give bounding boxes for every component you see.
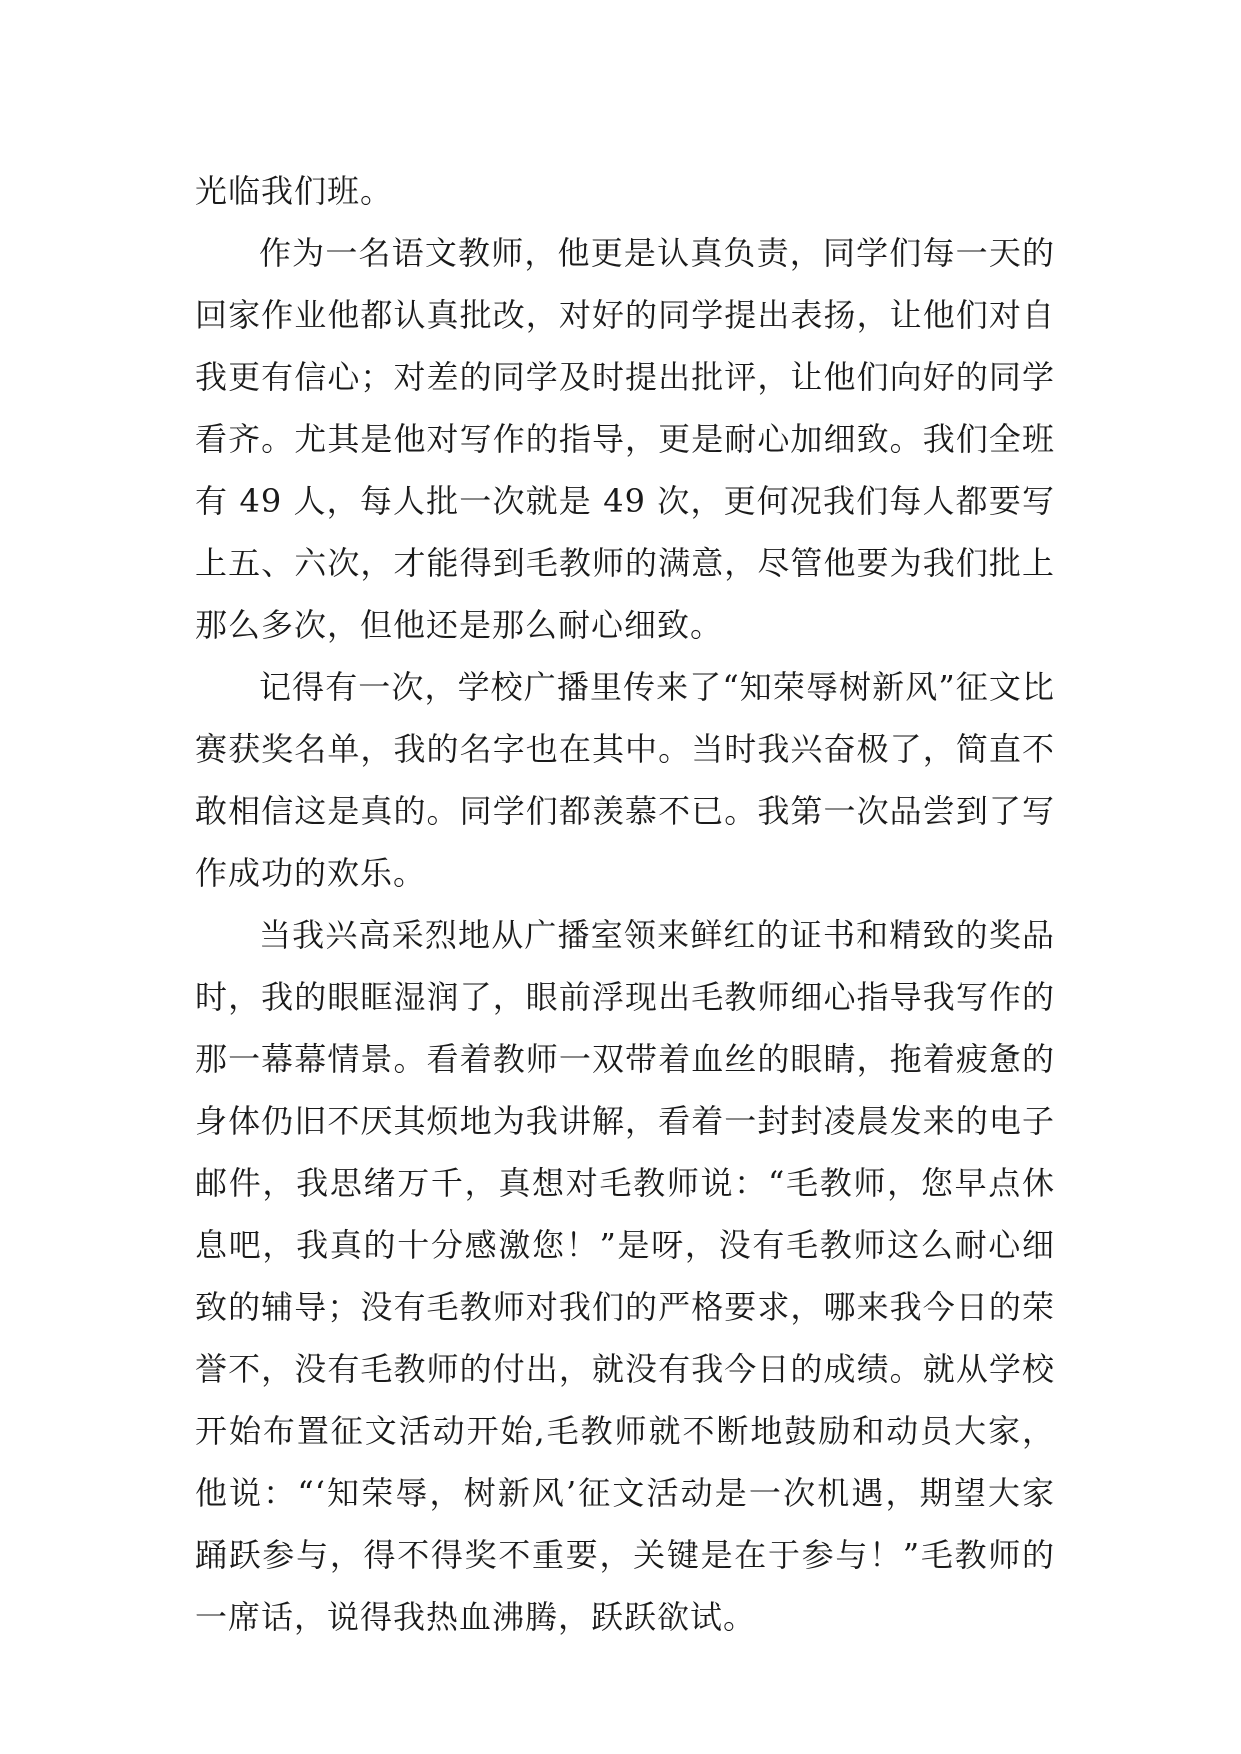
document-body (195, 160, 1055, 1648)
paragraph-gratitude: 当我兴高采烈地从广播室领来鲜红的证书和精致的奖品时，我的眼眶湿润了，眼前浮现出毛教师细心指导我写作的那一幕幕情景。看着教师一双带着血丝的眼睛，拖着疲惫的身体仍旧不厌其烦地为我讲解，看着一封封凌晨发来的电子邮件，我思绪万千，真想对毛教师说：“毛教师，您早点休息吧，我真的十分感激您！”是呀，没有毛教师这么耐心细致的辅导；没有毛教师对我们的严格要求，哪来我今日的荣誉不，没有毛教师的付出，就没有我今日的成绩。就从学校开始布置征文活动开始,毛教师就不断地鼓励和动员大家，他说：“‘知荣辱，树新风’征文活动是一次机遇，期望大家踊跃参与，得不得奖不重要，关键是在于参与！”毛教师的一席话，说得我热血沸腾，跃跃欲试。 (195, 916, 1055, 1636)
paragraph-award-announcement: 记得有一次，学校广播里传来了“知荣辱树新风”征文比赛获奖名单，我的名字也在其中。当时我兴奋极了，简直不敢相信这是真的。同学们都羡慕不已。我第一次品尝到了写作成功的欢乐。 (195, 668, 1055, 892)
paragraph-continuation: 光临我们班。 (195, 172, 394, 210)
paragraph-teacher-responsibility: 作为一名语文教师，他更是认真负责，同学们每一天的回家作业他都认真批改，对好的同学提出表扬，让他们对自我更有信心；对差的同学及时提出批评，让他们向好的同学看齐。尤其是他对写作的指导，更是耐心加细致。我们全班有 49 人，每人批一次就是 49 次，更何况我们每人都要写上五、六次，才能得到毛教师的满意，尽管他要为我们批上那么多次，但他还是那么耐心细致。 (195, 234, 1055, 644)
